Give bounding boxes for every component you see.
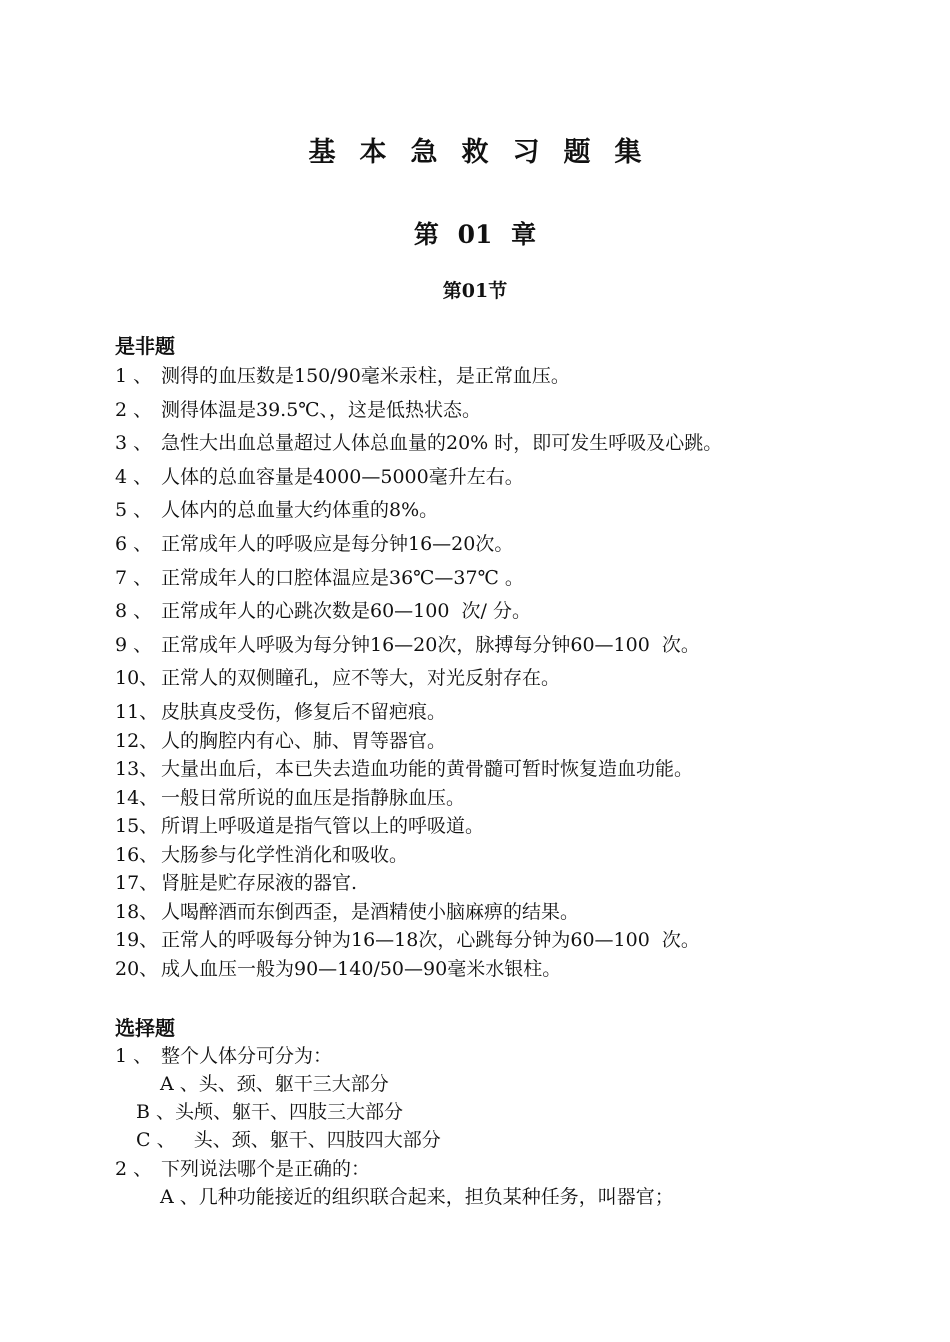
item-number: 12、	[115, 729, 159, 752]
item-number: 14、	[115, 786, 159, 809]
section-title: 第01节	[442, 280, 508, 302]
true-false-heading: 是非题	[115, 334, 175, 358]
true-false-item	[115, 869, 700, 898]
item-number: 3 、	[115, 432, 153, 455]
item-number: 4 、	[115, 465, 153, 488]
true-false-item	[115, 427, 722, 461]
true-false-item	[115, 784, 700, 813]
item-number: 13、	[115, 758, 159, 780]
true-false-item	[115, 812, 700, 841]
item-number: 19、	[115, 929, 159, 951]
question-1-option-a: A 、头、颈、躯干三大部分	[160, 1073, 389, 1095]
item-text: 一般日常所说的血压是指静脉血压。	[161, 786, 466, 809]
item-text: 正常成年人呼吸为每分钟16—20次，脉搏每分钟60—100 次。	[161, 633, 700, 656]
item-text: 正常人的呼吸每分钟为16—18次，心跳每分钟为60—100 次。	[161, 929, 700, 951]
item-text: 正常人的双侧瞳孔，应不等大，对光反射存在。	[161, 667, 561, 690]
true-false-item	[115, 926, 700, 955]
item-number: 5 、	[115, 499, 153, 522]
item-number: 8 、	[115, 600, 153, 623]
item-text: 测得的血压数是150/90毫米汞柱，是正常血压。	[161, 365, 570, 387]
question-1	[115, 1041, 332, 1068]
multiple-choice-heading: 选择题	[115, 1016, 175, 1040]
true-false-item	[115, 528, 722, 562]
item-number: 18、	[115, 900, 159, 923]
true-false-item	[115, 562, 722, 596]
item-text: 人体的总血容量是4000—5000毫升左右。	[161, 465, 524, 488]
true-false-item	[115, 595, 722, 629]
true-false-item	[115, 394, 722, 428]
item-number: 9 、	[115, 633, 153, 656]
item-number: 2 、	[115, 398, 153, 421]
item-text: 所谓上呼吸道是指气管以上的呼吸道。	[161, 815, 485, 837]
item-number: 15、	[115, 815, 159, 837]
item-text: 成人血压一般为90—140/50—90毫米水银柱。	[161, 957, 562, 980]
item-text: 人的胸腔内有心、肺、胃等器官。	[161, 729, 447, 752]
true-false-item	[115, 629, 722, 663]
true-false-list-b	[115, 698, 700, 983]
chapter-title: 第 01 章	[413, 220, 537, 249]
item-text: 急性大出血总量超过人体总血量的20% 时，即可发生呼吸及心跳。	[161, 432, 723, 455]
question-text: 整个人体分可分为：	[161, 1045, 333, 1067]
item-number: 20、	[115, 957, 159, 980]
document-title: 基本急救习题集	[308, 137, 666, 168]
true-false-item	[115, 841, 700, 870]
true-false-item	[115, 698, 700, 727]
item-text: 正常成年人的呼吸应是每分钟16—20次。	[161, 532, 514, 555]
item-text: 正常成年人的口腔体温应是36℃—37℃ 。	[161, 566, 524, 589]
true-false-item	[115, 955, 700, 984]
true-false-item	[115, 898, 700, 927]
item-text: 大肠参与化学性消化和吸收。	[161, 843, 409, 866]
item-number: 1 、	[115, 365, 153, 387]
item-number: 6 、	[115, 532, 153, 555]
question-2	[115, 1154, 370, 1181]
item-text: 皮肤真皮受伤，修复后不留疤痕。	[161, 701, 447, 723]
true-false-item	[115, 727, 700, 756]
item-text: 测得体温是39.5℃、，这是低热状态。	[161, 398, 482, 421]
item-number: 11、	[115, 701, 159, 723]
question-1-option-c: C 、 头、颈、躯干、四肢四大部分	[136, 1129, 441, 1151]
item-text: 肾脏是贮存尿液的器官.	[161, 872, 358, 894]
item-text: 大量出血后，本已失去造血功能的黄骨髓可暂时恢复造血功能。	[161, 758, 694, 780]
question-text: 下列说法哪个是正确的：	[161, 1158, 371, 1180]
true-false-item	[115, 662, 722, 696]
item-number: 17、	[115, 872, 159, 894]
question-number: 2 、	[115, 1158, 153, 1180]
question-1-option-b: B 、头颅、躯干、四肢三大部分	[136, 1101, 404, 1123]
item-number: 16、	[115, 843, 159, 866]
item-text: 正常成年人的心跳次数是60—100 次/ 分。	[161, 600, 531, 623]
question-2-option-a: A 、几种功能接近的组织联合起来，担负某种任务，叫器官；	[160, 1186, 674, 1208]
item-number: 10、	[115, 667, 159, 690]
question-number: 1 、	[115, 1045, 153, 1067]
item-text: 人体内的总血量大约体重的8%。	[161, 499, 439, 522]
true-false-item	[115, 494, 722, 528]
true-false-list-a	[115, 360, 722, 696]
true-false-item	[115, 360, 722, 394]
item-text: 人喝醉酒而东倒西歪，是酒精使小脑麻痹的结果。	[161, 900, 580, 923]
true-false-item	[115, 461, 722, 495]
true-false-item	[115, 755, 700, 784]
item-number: 7 、	[115, 566, 153, 589]
